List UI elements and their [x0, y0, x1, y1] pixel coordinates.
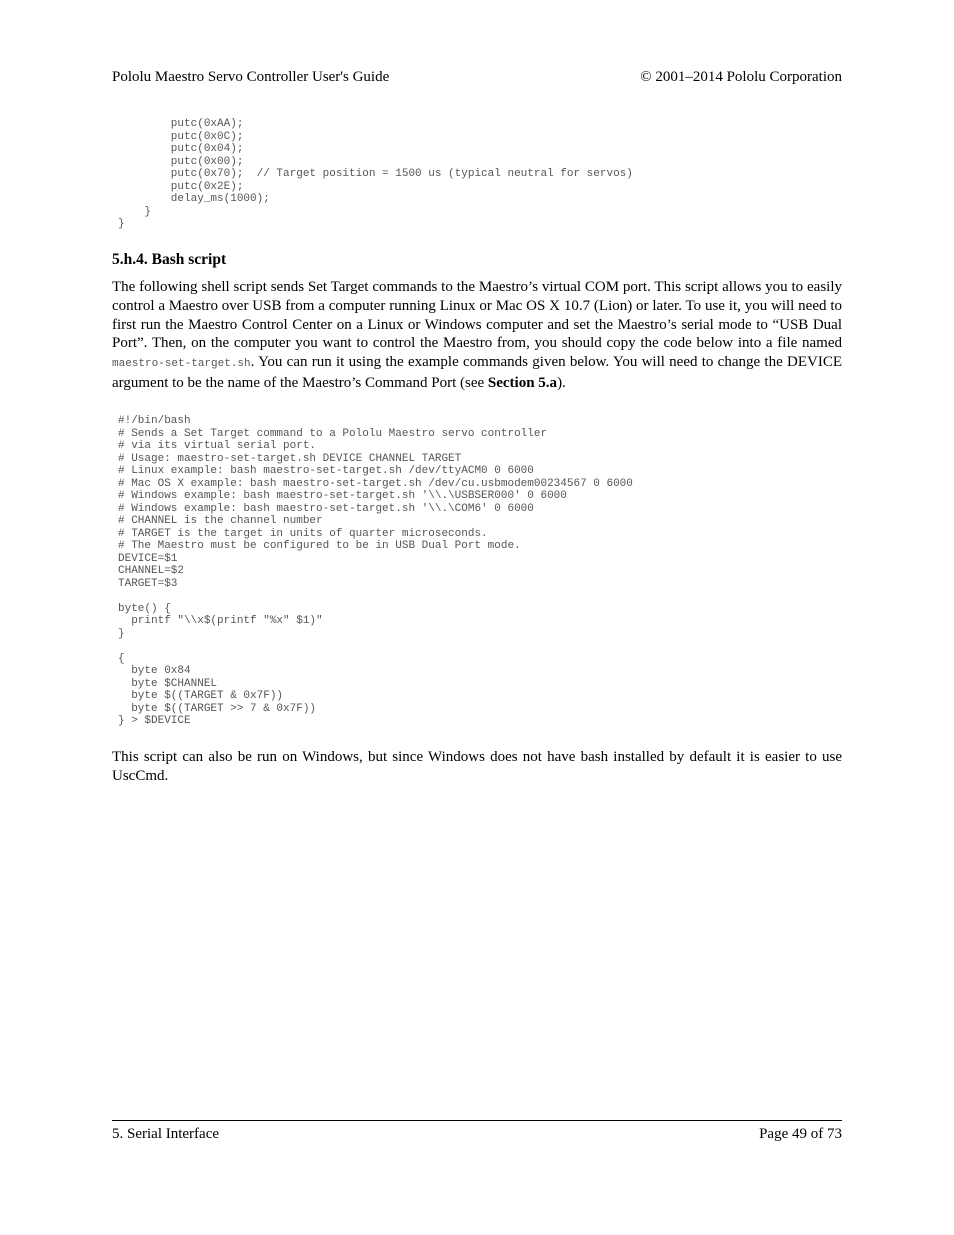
intro-paragraph [112, 278, 842, 393]
copyright-notice: © 2001–2014 Pololu Corporation [640, 69, 842, 85]
intro-text-part2: . You can run it using the example commands given below. You will need to change the DEVICE argument to be the name of the Maestro’s Command Port (see [112, 354, 842, 391]
inline-code-filename: maestro-set-target.sh [112, 358, 251, 371]
page-number: Page 49 of 73 [759, 1126, 842, 1142]
footer-divider [112, 1120, 842, 1121]
code-block-c-continuation: putc(0xAA); putc(0x0C); putc(0x04); putc(0x00); putc(0x70); // Target position = 1500 us (typical neutral for servos) putc(0x2E); delay_ms(1000); } } [118, 118, 633, 230]
page-header [112, 69, 842, 91]
intro-text-part1: The following shell script sends Set Target commands to the Maestro’s virtual COM port. This script allows you to easily control a Maestro over USB from a computer running Linux or Mac OS X 10.7 (Lion) or later. To use it, you will need to first run the Maestro Control Center on a Linux or Windows computer and set the Maestro’s serial mode to “USB Dual Port”. Then, on the computer you want to control the Maestro from, you should copy the code below into a file named [112, 279, 842, 352]
section-heading: 5.h.4. Bash script [112, 251, 227, 268]
intro-text-end: ). [557, 374, 566, 391]
windows-note-paragraph: This script can also be run on Windows, but since Windows does not have bash installed by default it is easier to use UscCmd. [112, 749, 842, 784]
section-reference-link[interactable]: Section 5.a [487, 374, 558, 391]
page-footer [112, 1126, 842, 1148]
code-block-bash-script: #!/bin/bash # Sends a Set Target command to a Pololu Maestro servo controller # via its virtual serial port. # Usage: maestro-set-target.sh DEVICE CHANNEL TARGET # Linux example: bash maestro-set-target.sh /dev/ttyACM0 0 6000 # Mac OS X example: bash maestro-set-target.sh /dev/cu.usbmodem00234567 0 6000 # Windows example: bash maestro-set-target.sh '\\.\USBSER000' 0 6000 # Windows example: bash maestro-set-target.sh '\\.\COM6' 0 6000 # CHANNEL is the channel number # TARGET is the target in units of quarter microseconds. # The Maestro must be configured to be in USB Dual Port mode. DEVICE=$1 CHANNEL=$2 TARGET=$3 byte() { printf "\\x$(printf "%x" $1)" } { byte 0x84 byte $CHANNEL byte $((TARGET & 0x7F)) byte $((TARGET >> 7 & 0x7F)) } > $DEVICE [118, 415, 633, 727]
document-title: Pololu Maestro Servo Controller User's Guide [112, 69, 390, 85]
chapter-name: 5. Serial Interface [112, 1126, 220, 1142]
